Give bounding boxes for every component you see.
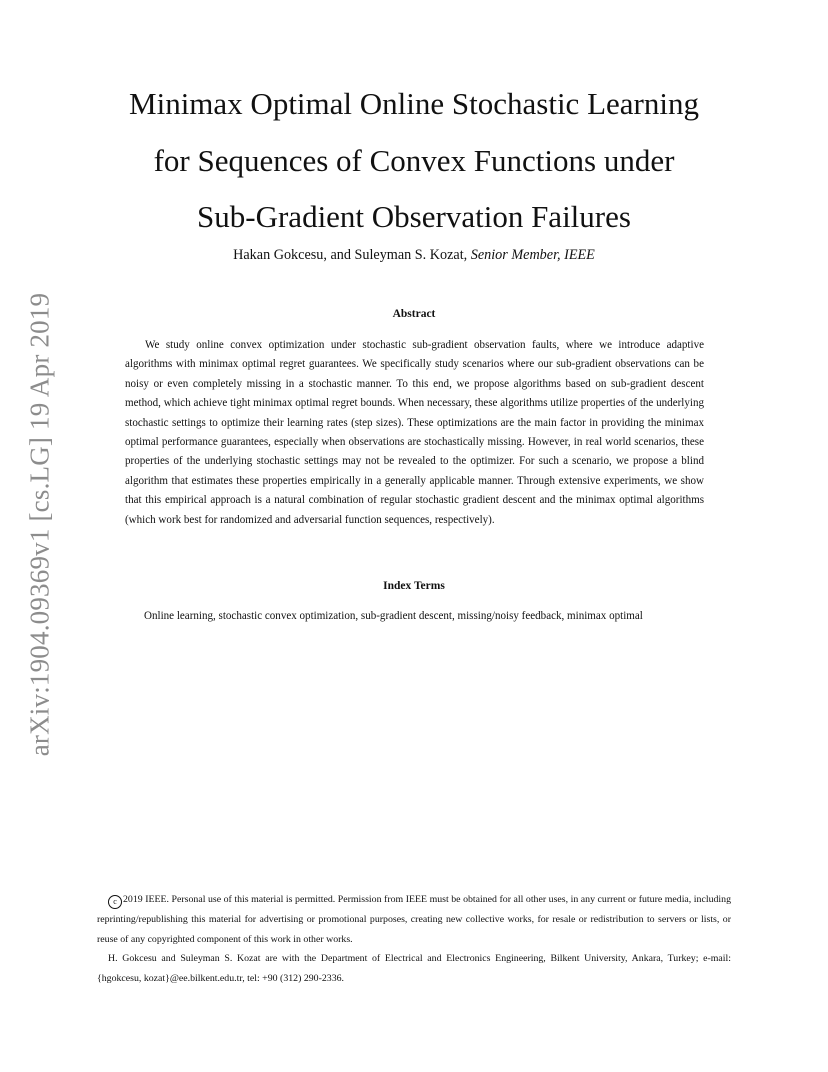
arxiv-identifier-stamp: arXiv:1904.09369v1 [cs.LG] 19 Apr 2019 xyxy=(24,292,55,757)
title-line-2: for Sequences of Convex Functions under xyxy=(153,142,675,178)
index-terms-body: Online learning, stochastic convex optimization, sub-gradient descent, missing/noisy feedback, minimax optimal xyxy=(144,610,643,622)
copyright-text: 2019 IEEE. Personal use of this material is permitted. Permission from IEEE must be obtained for all other uses, in any current or future media, including reprinting/republishing this material for advertising or promotional purposes, creating new collective works, for resale or redistribution to servers or lists, or reuse of any copyrighted component of this work in other works. xyxy=(97,894,731,945)
author-names: Hakan Gokcesu, and Suleyman S. Kozat, xyxy=(233,247,471,263)
footnote xyxy=(97,890,731,989)
copyright-icon: c xyxy=(108,895,122,909)
author-affiliation-note: H. Gokcesu and Suleyman S. Kozat are with the Department of Electrical and Electronics Engineering, Bilkent University, Ankara, Turkey; e-mail: {hgokcesu, kozat}@ee.bilkent.edu.tr, tel: +90 (312) 290-2336. xyxy=(97,953,731,985)
title-line-1: Minimax Optimal Online Stochastic Learning xyxy=(129,86,699,121)
paper-title xyxy=(90,76,738,246)
index-terms-heading: Index Terms xyxy=(383,580,445,592)
copyright-notice xyxy=(97,890,731,949)
author-line xyxy=(90,247,738,264)
title-line-3: Sub-Gradient Observation Failures xyxy=(197,199,631,234)
author-role: Senior Member, IEEE xyxy=(470,247,595,263)
abstract-heading: Abstract xyxy=(392,308,436,320)
abstract-body: We study online convex optimization under stochastic sub-gradient observation faults, where we introduce adaptive algorithms with minimax optimal regret guarantees. We specifically study scenarios where our sub-gradient observations can be noisy or even completely missing in a stochastic manner. To this end, we propose algorithms based on sub-gradient descent method, which achieve tight minimax optimal regret bounds. When necessary, these algorithms utilize properties of the underlying stochastic settings to optimize their learning rates (step sizes). These optimizations are the main factor in providing the minimax optimal performance guarantees, especially when observations are stochastically missing. However, in real world scenarios, these properties of the underlying stochastic settings may not be revealed to the optimizer. For such a scenario, we propose a blind algorithm that estimates these properties empirically in a generally applicable manner. Through extensive experiments, we show that this empirical approach is a natural combination of regular stochastic gradient descent and the minimax optimal algorithms (which work best for randomized and adversarial function sequences, respectively). xyxy=(125,339,704,526)
